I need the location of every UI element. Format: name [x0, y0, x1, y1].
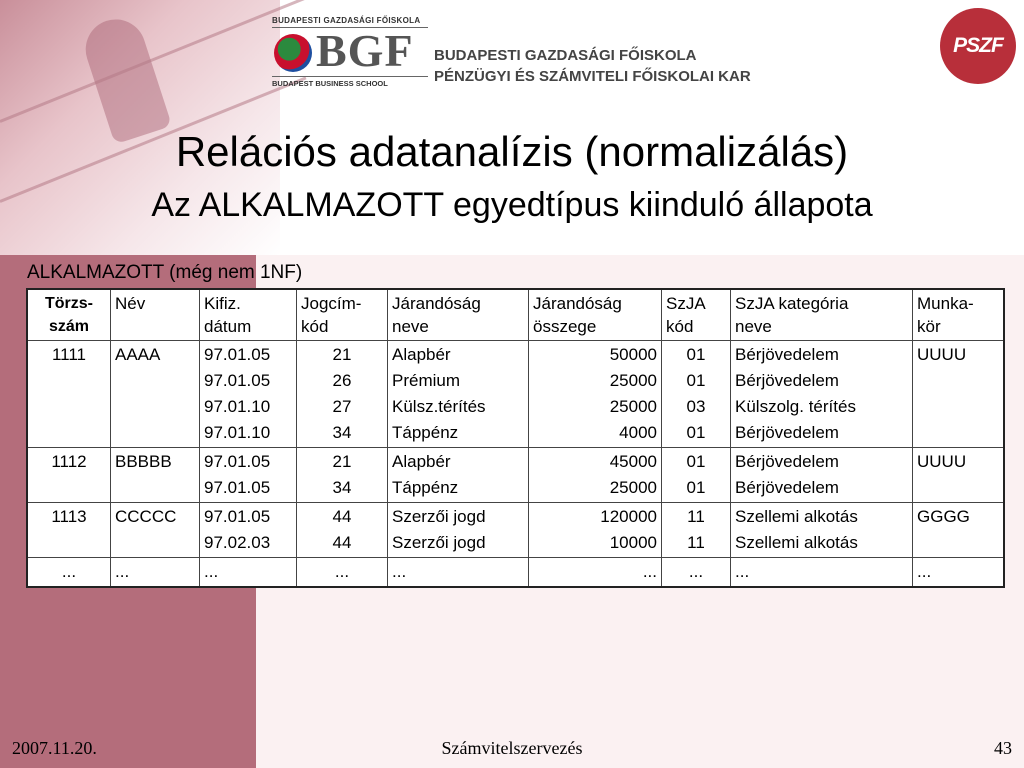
header-jogcim: Jogcím- kód: [297, 289, 388, 341]
cell-jogcim-kod: ...: [297, 558, 388, 588]
header-torzsszam: Törzs- szám: [27, 289, 111, 341]
cell-jarandosag-osszege: 45000 25000: [529, 448, 662, 503]
footer-course: Számvitelszervezés: [441, 738, 583, 758]
cell-jarandosag-osszege: 120000 10000: [529, 503, 662, 558]
cell-szja-kategoria: Bérjövedelem Bérjövedelem Külszolg. térítés Bérjövedelem: [731, 341, 913, 448]
cell-jarandosag-neve: Szerzői jogd Szerzői jogd: [388, 503, 529, 558]
page-title: Relációs adatanalízis (normalizálás): [175, 128, 849, 175]
cell-munkakor: UUUU: [913, 448, 1005, 503]
cell-nev: BBBBB: [111, 448, 200, 503]
cell-munkakor: ...: [913, 558, 1005, 588]
pszf-logo: PSZF: [940, 8, 1016, 84]
header-jarandosag-osszege: Járandóság összege: [529, 289, 662, 341]
figure-silhouette: [78, 12, 172, 145]
bgf-logo: [272, 16, 428, 88]
cell-kifiz-datum: 97.01.05 97.01.05 97.01.10 97.01.10: [200, 341, 297, 448]
employee-table: [26, 288, 1005, 588]
cell-jarandosag-neve: ...: [388, 558, 529, 588]
school-name-line2: PÉNZÜGYI ÉS SZÁMVITELI FŐISKOLAI KAR: [434, 68, 751, 85]
cell-torzsszam: 1113: [27, 503, 111, 558]
cell-kifiz-datum: ...: [200, 558, 297, 588]
cell-munkakor: GGGG: [913, 503, 1005, 558]
school-name-line1: BUDAPESTI GAZDASÁGI FŐISKOLA: [434, 47, 697, 64]
cell-torzsszam: 1112: [27, 448, 111, 503]
header-kifiz: Kifiz. dátum: [200, 289, 297, 341]
cell-nev: CCCCC: [111, 503, 200, 558]
cell-kifiz-datum: 97.01.05 97.02.03: [200, 503, 297, 558]
header-munkakor: Munka- kör: [913, 289, 1005, 341]
cell-szja-kod: ...: [662, 558, 731, 588]
page-subtitle: Az ALKALMAZOTT egyedtípus kiinduló állapota: [151, 186, 873, 224]
table-row: [27, 448, 1004, 503]
cell-jarandosag-neve: Alapbér Prémium Külsz.térítés Táppénz: [388, 341, 529, 448]
table-row: [27, 558, 1004, 588]
cell-nev: ...: [111, 558, 200, 588]
cell-jogcim-kod: 21 34: [297, 448, 388, 503]
cell-szja-kategoria: Szellemi alkotás Szellemi alkotás: [731, 503, 913, 558]
cell-jogcim-kod: 44 44: [297, 503, 388, 558]
header-szja-kategoria: SzJA kategória neve: [731, 289, 913, 341]
table-row: [27, 503, 1004, 558]
cell-szja-kod: 01 01 03 01: [662, 341, 731, 448]
bgf-logo-top: BUDAPESTI GAZDASÁGI FŐISKOLA: [272, 16, 428, 28]
cell-jarandosag-osszege: ...: [529, 558, 662, 588]
cell-jarandosag-neve: Alapbér Táppénz: [388, 448, 529, 503]
cell-kifiz-datum: 97.01.05 97.01.05: [200, 448, 297, 503]
cell-torzsszam: ...: [27, 558, 111, 588]
header-jarandosag-neve: Járandóság neve: [388, 289, 529, 341]
footer-date: 2007.11.20.: [12, 738, 97, 758]
cell-szja-kategoria: ...: [731, 558, 913, 588]
cell-szja-kod: 01 01: [662, 448, 731, 503]
footer-page-number: 43: [994, 738, 1012, 758]
cell-szja-kategoria: Bérjövedelem Bérjövedelem: [731, 448, 913, 503]
cell-jogcim-kod: 21 26 27 34: [297, 341, 388, 448]
cell-torzsszam: 1111: [27, 341, 111, 448]
table-body: [27, 341, 1004, 588]
bgf-logo-bottom: BUDAPEST BUSINESS SCHOOL: [272, 76, 428, 88]
bgf-logo-text: BGF: [316, 25, 414, 76]
table-header-row: [27, 289, 1004, 341]
table-row: [27, 341, 1004, 448]
cell-jarandosag-osszege: 50000 25000 25000 4000: [529, 341, 662, 448]
cell-nev: AAAA: [111, 341, 200, 448]
table-caption: ALKALMAZOTT (még nem 1NF): [27, 262, 303, 283]
header-nev: Név: [111, 289, 200, 341]
header-szja-kod: SzJA kód: [662, 289, 731, 341]
school-name: [434, 45, 751, 87]
globe-icon: [274, 34, 312, 72]
cell-munkakor: UUUU: [913, 341, 1005, 448]
cell-szja-kod: 11 11: [662, 503, 731, 558]
